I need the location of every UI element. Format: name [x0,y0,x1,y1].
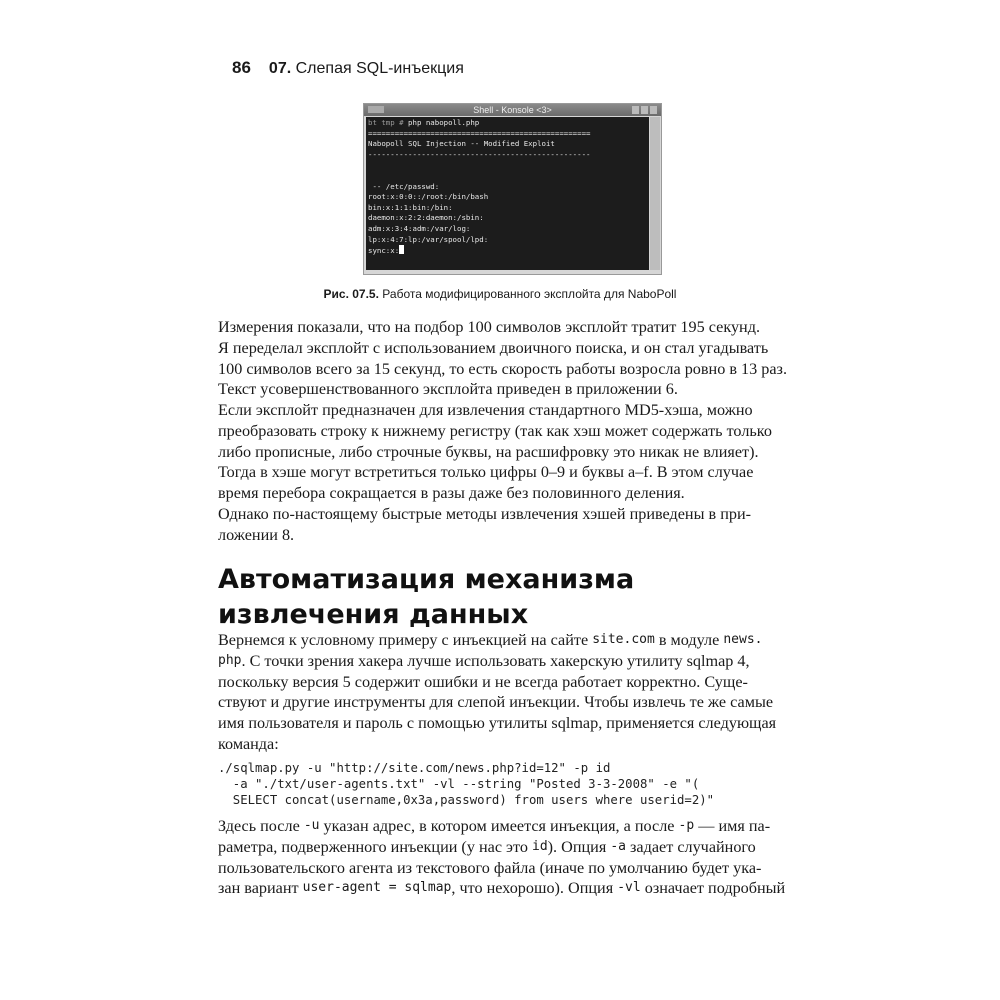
chapter-number: 07. [268,60,292,77]
text-line [218,713,791,734]
inline-code: -u [303,818,320,833]
text-line [218,462,791,483]
text-line [218,317,791,338]
chapter-title: Слепая SQL-инъекция [295,60,464,77]
text-line [218,379,791,400]
terminal-line: lp:x:4:7:lp:/var/spool/lpd: [368,234,489,244]
text-line [218,816,791,837]
text-segment: Если эксплойт предназначен для извлечения стандартного MD5-хэша, можно [218,401,753,419]
text-segment: Однако по-настоящему быстрые методы извлечения хэшей приведены в при- [218,505,752,523]
heading-line: извлечения данных [218,599,529,630]
text-segment: преобразовать строку к нижнему регистру (так как хэш может содержать только [218,421,772,440]
text-segment: ложении 8. [218,525,295,544]
inline-code: site.com [592,632,655,647]
terminal-line: daemon:x:2:2:daemon:/sbin: [368,213,484,223]
text-segment: Измерения показали, что на подбор 100 символов эксплойт тратит 195 секунд. [218,318,760,336]
text-line [218,692,791,713]
section-heading [218,562,634,632]
text-segment: время перебора сокращается в разы даже без половинного деления. [218,484,685,503]
text-segment: поскольку версия 5 содержит ошибки и не всегда работает корректно. Суще- [218,672,748,691]
inline-code: -p [678,818,695,833]
text-line [218,442,791,463]
figure-caption [0,287,1000,301]
window-titlebar [364,104,661,116]
text-segment: , что нехорошо). Опция [451,879,618,898]
inline-code: user-agent = sqlmap [302,880,452,896]
text-line [218,630,791,651]
text-segment: Текст усовершенствованного эксплойта приведен в приложении 6. [218,380,678,399]
text-line [218,672,791,693]
text-segment: в модуле [654,631,724,649]
terminal-line: bin:x:1:1:bin:/bin: [368,202,453,212]
terminal-line: root:x:0:0::/root:/bin/bash [368,192,489,202]
terminal-prompt: bt tmp # [368,118,409,127]
text-line [218,359,791,380]
terminal-screenshot-figure [363,103,662,275]
text-segment: либо прописные, либо строчные буквы, на расшифровку это никак не влияет). [218,442,759,461]
text-segment: . С точки зрения хакера лучше использовать хакерскую утилиту sqlmap 4, [241,651,750,670]
text-segment: пользовательского агента из текстового файла (иначе по умолчанию будет ука- [218,858,762,877]
text-segment: означает подробный [640,879,786,898]
text-segment: Тогда в хэше могут встретиться только цифры 0–9 и буквы a–f. В этом случае [218,463,754,482]
window-menu-icon [368,106,384,113]
running-header [232,58,464,78]
text-segment: 100 символов всего за 15 секунд, то есть скорость работы возросла ровно в 13 раз. [218,359,787,378]
heading-line: Автоматизация механизма [218,564,635,595]
text-line [218,400,791,421]
text-line [218,734,791,755]
terminal-line: Nabopoll SQL Injection -- Modified Exploit [368,139,555,149]
window-title: Shell - Konsole <3> [473,105,552,115]
text-segment: зан вариант [218,879,303,898]
terminal-output [366,117,649,270]
terminal-line: -------------------------------------------------- [368,149,591,159]
scrollbar [650,117,660,270]
terminal-line: adm:x:3:4:adm:/var/log: [368,223,471,233]
text-line [218,483,791,504]
text-line [218,338,791,359]
text-segment: ствуют и другие инструменты для слепой инъекции. Чтобы извлечь те же самые [218,693,774,712]
text-segment: Я переделал эксплойт с использованием двоичного поиска, и он стал угадывать [218,338,769,357]
text-line [218,837,791,858]
text-line [218,525,791,546]
text-line [218,878,791,899]
inline-code: php [218,652,242,668]
paragraph [218,504,791,546]
inline-code: id [532,838,548,854]
code-block: ./sqlmap.py -u "http://site.com/news.php?id=12" -p id -a "./txt/user-agents.txt" -vl --string "Posted 3-3-2008" -e "( SELECT concat(username,0x3a,password) from users where userid=2)" [218,761,715,808]
paragraph [218,400,791,504]
inline-code: -a [610,838,626,854]
text-line [218,421,791,442]
text-segment: ). Опция [547,837,611,856]
page-number: 86 [232,58,251,77]
paragraph [218,630,791,755]
inline-code: news. [723,632,763,647]
text-segment: Здесь после [218,817,304,835]
text-segment: имя пользователя и пароль с помощью утилиты sqlmap, применяется следующая [218,714,777,733]
cursor-icon [399,245,404,254]
text-line [218,504,791,525]
terminal-last-line: sync:x: [368,246,400,256]
inline-code: -vl [617,880,641,896]
text-segment: команда: [218,734,279,753]
terminal-line: ================================================== [368,128,591,138]
terminal-lines [368,129,590,244]
text-segment: задает случайного [625,837,756,856]
paragraph [218,816,791,899]
paragraph [218,317,791,400]
text-line [218,651,791,672]
text-segment: раметра, подверженного инъекции (у нас это [218,837,532,856]
text-segment: указан адрес, в котором имеется инъекция, а после [319,817,679,835]
caption-text: Работа модифицированного эксплойта для NaboPoll [378,287,677,301]
caption-label: Рис. 07.5. [323,287,379,301]
text-segment: — имя па- [694,817,771,835]
window-controls-icon [632,106,658,114]
text-line [218,858,791,879]
terminal-line: -- /etc/passwd: [368,181,440,191]
text-segment: Вернемся к условному примеру с инъекцией на сайте [218,631,593,649]
terminal-command: php nabopoll.php [408,118,480,127]
